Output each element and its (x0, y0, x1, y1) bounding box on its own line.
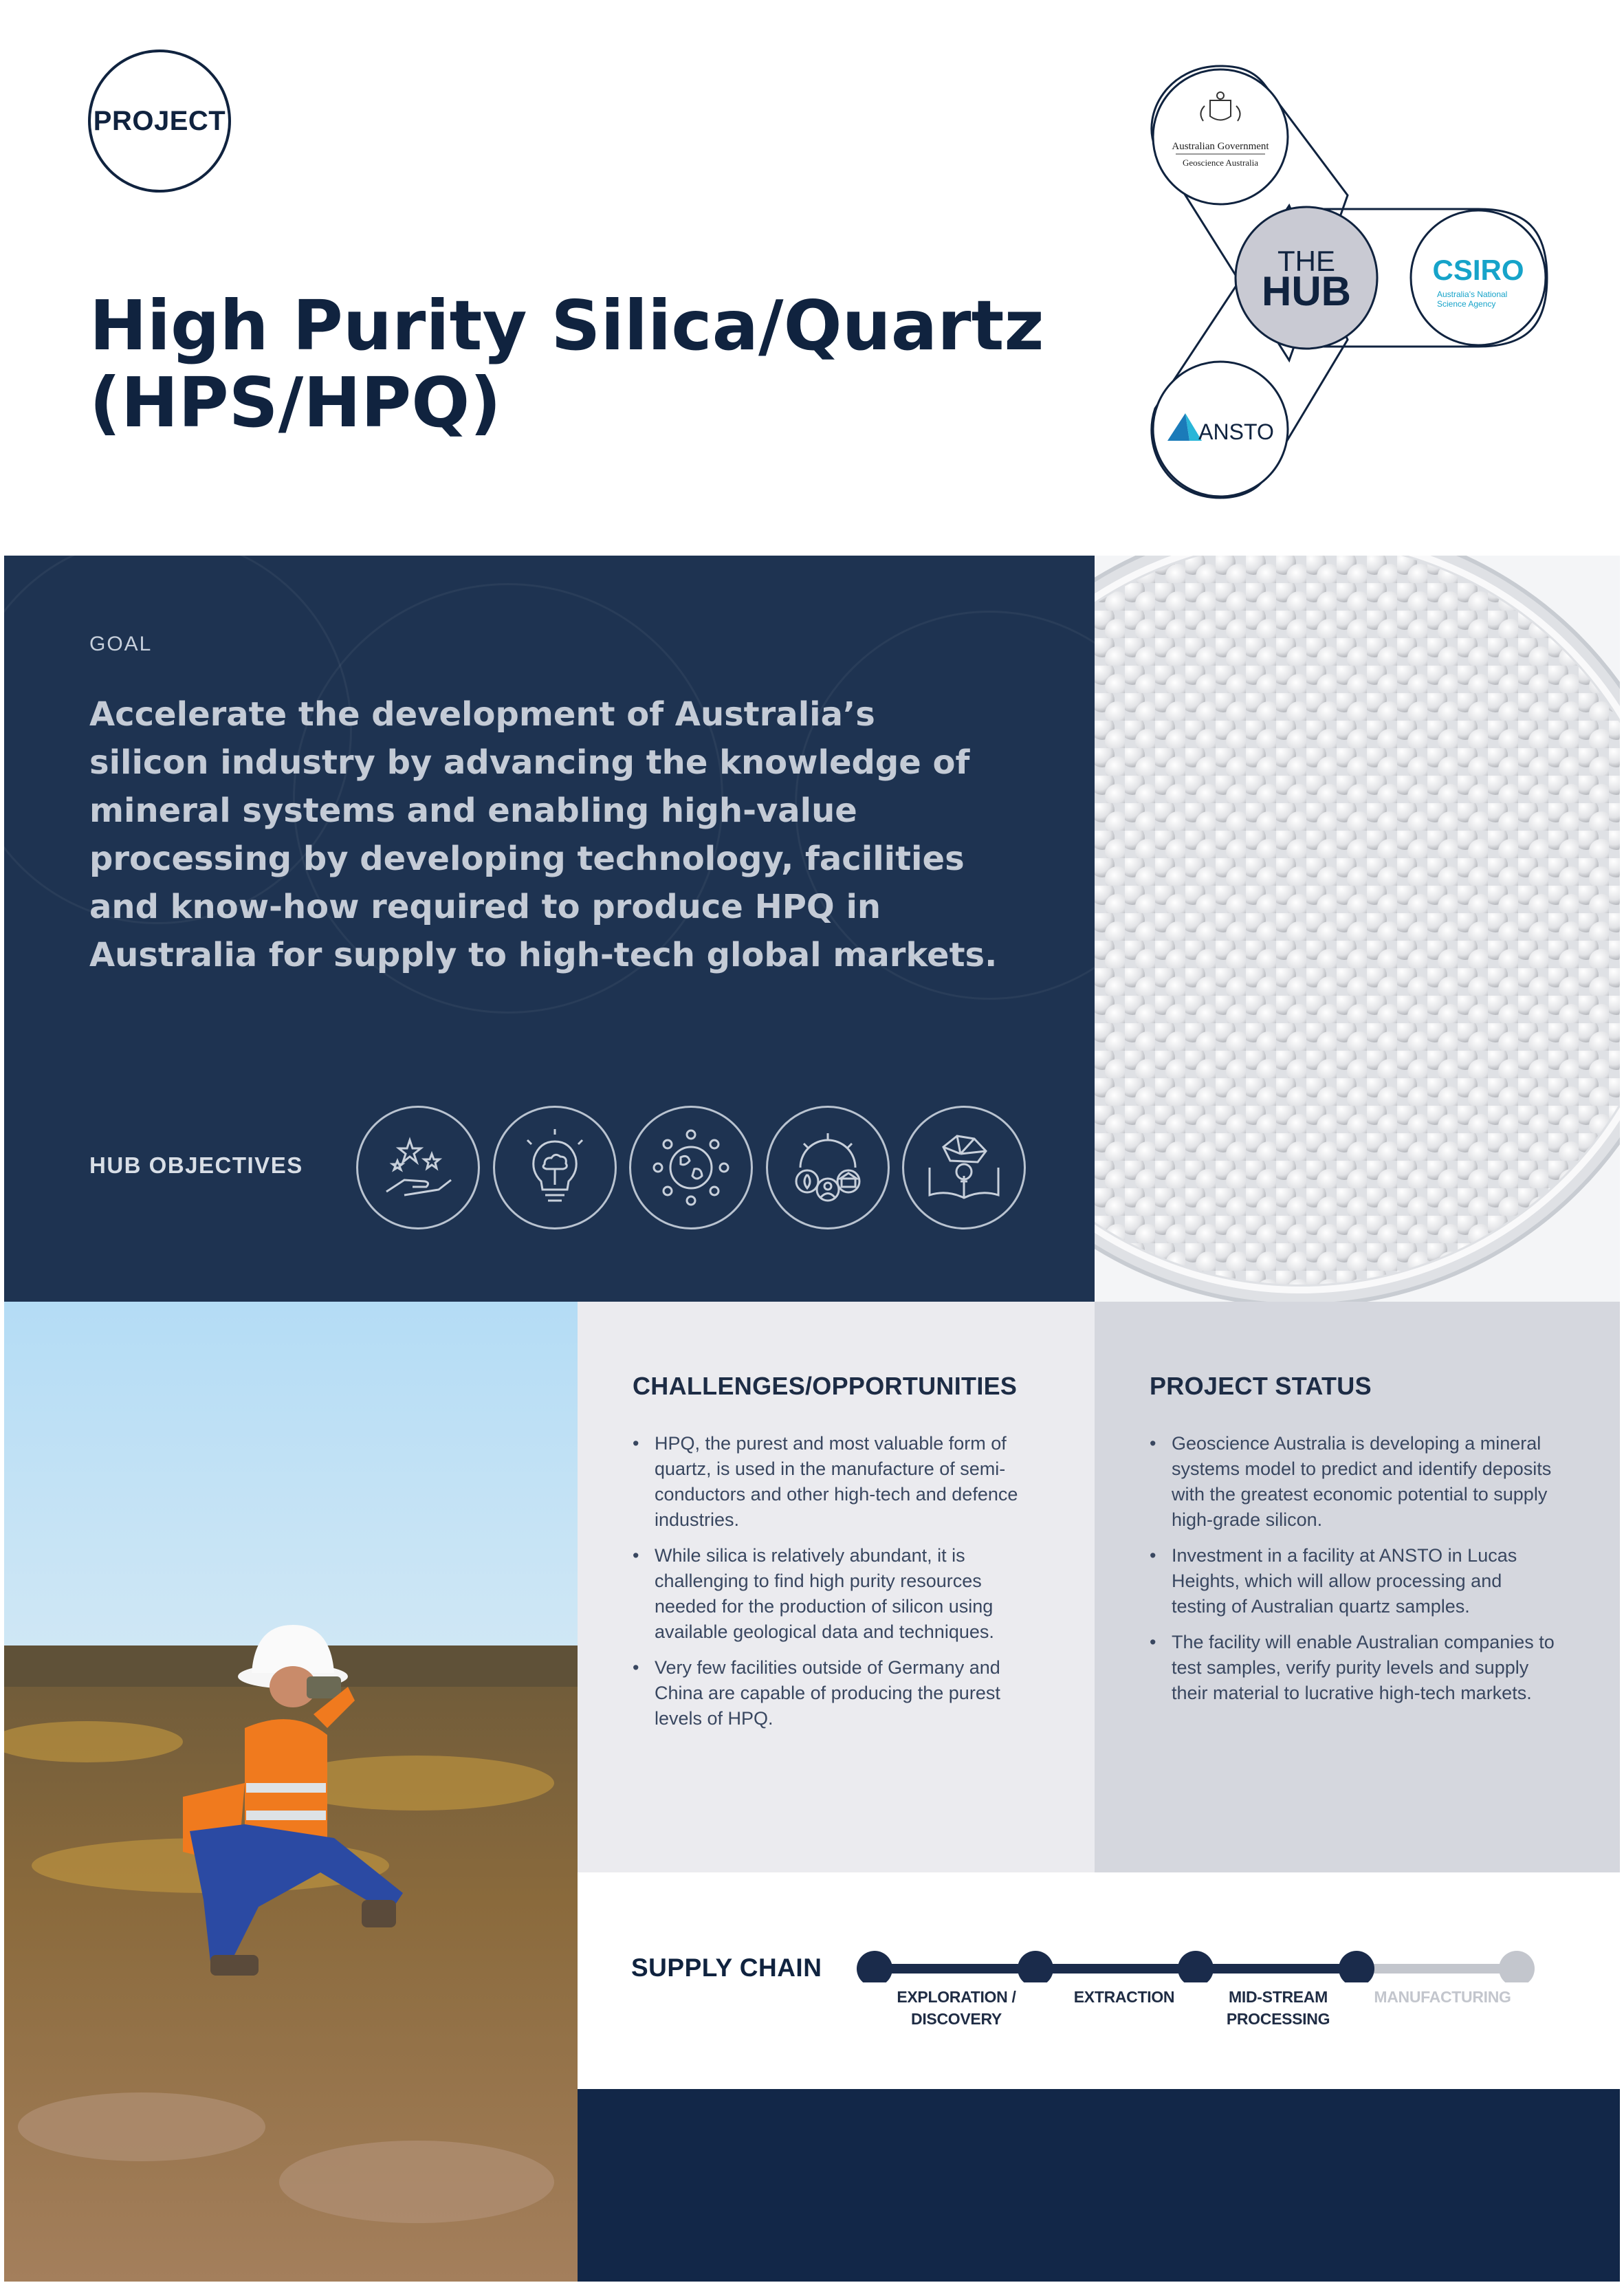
challenges-item: • Very few facilities outside of Germany and China are capable of producing the purest levels of HPQ. (633, 1655, 1045, 1731)
supply-chain-node-exploration (857, 1951, 892, 1982)
partner-logo-cluster (1141, 58, 1554, 505)
supply-stage-extraction (1049, 1986, 1200, 2008)
goal-text: Accelerate the development of Australia’s silicon industry by advancing the knowledge of mineral systems and enabling high-value processing by developing technology, facilities and know-how required to produce HPQ in Australia for supply to high-tech global markets. (89, 695, 998, 974)
supply-chain-label: SUPPLY CHAIN (631, 1954, 822, 1982)
csiro-logo (1411, 210, 1546, 345)
challenges-list (633, 1431, 1045, 1742)
supply-stage-label: PROCESSING (1226, 2010, 1330, 2028)
lightbulb-cloud-icon (493, 1106, 617, 1229)
csiro-name: CSIRO (1432, 254, 1524, 286)
challenges-item: • HPQ, the purest and most valuable form of quartz, is used in the manufacture of semi-conductors and other high-tech and defence industries. (633, 1431, 1045, 1533)
goal-panel (4, 556, 1095, 1302)
hub-logo-line1: THE (1277, 245, 1335, 277)
project-status-list (1150, 1431, 1555, 1716)
book-lightbulb-icon (902, 1106, 1026, 1229)
project-status-heading: PROJECT STATUS (1150, 1372, 1372, 1400)
supply-chain-node-manufacturing (1499, 1951, 1535, 1982)
page-title-line1: High Purity Silica/Quartz (89, 285, 1044, 366)
geoscience-gov-text: Australian Government (1172, 141, 1269, 152)
supply-chain-node-extraction (1018, 1951, 1053, 1982)
supply-chain-track (578, 1872, 1620, 1982)
silica-pearls-photo (1095, 556, 1620, 1302)
challenges-panel (578, 1302, 1095, 1872)
ansto-logo (1153, 362, 1288, 496)
supply-stage-label: EXTRACTION (1073, 1988, 1175, 2006)
csiro-tagline-line2: Science Agency (1437, 299, 1496, 309)
challenges-heading: CHALLENGES/OPPORTUNITIES (633, 1372, 1018, 1400)
project-badge (88, 50, 231, 193)
challenges-item: • While silica is relatively abundant, it is challenging to find high purity resources needed for the production of silicon using available geological data and techniques. (633, 1543, 1045, 1645)
gear-people-icon (766, 1106, 890, 1229)
supply-stage-label: MID-STREAM (1229, 1988, 1328, 2006)
supply-stage-manufacturing (1367, 1986, 1518, 2008)
csiro-tagline-line1: Australia's National (1437, 289, 1508, 299)
stars-hand-icon (356, 1106, 480, 1229)
project-status-item: • Investment in a facility at ANSTO in Lucas Heights, which will allow processing and testing of Australian quartz samples. (1150, 1543, 1555, 1619)
supply-stage-label: DISCOVERY (911, 2010, 1002, 2028)
project-status-item: • The facility will enable Australian companies to test samples, verify purity levels and supply their material to lucrative high-tech markets. (1150, 1630, 1555, 1706)
globe-network-icon (629, 1106, 753, 1229)
project-badge-label: PROJECT (93, 105, 226, 136)
the-hub-logo (1236, 207, 1377, 349)
project-status-panel (1095, 1302, 1620, 1872)
supply-chain-node-midstream-end (1339, 1951, 1374, 1982)
supply-stage-label: MANUFACTURING (1374, 1988, 1511, 2006)
supply-stage-label: EXPLORATION / (897, 1988, 1016, 2006)
page-title-line2: (HPS/HPQ) (89, 362, 501, 443)
field-geologist-photo (4, 1302, 578, 2282)
footer-band (578, 2089, 1620, 2282)
hub-objectives-label: HUB OBJECTIVES (89, 1152, 303, 1178)
page-title (89, 287, 1079, 441)
geoscience-australia-logo (1153, 69, 1288, 204)
supply-stage-midstream (1203, 1986, 1354, 2030)
geoscience-agency-text: Geoscience Australia (1182, 157, 1259, 168)
goal-label: GOAL (89, 633, 153, 655)
supply-stage-exploration (881, 1986, 1032, 2030)
hub-logo-line2: HUB (1262, 268, 1351, 314)
project-status-item: • Geoscience Australia is developing a mineral systems model to predict and identify deposits with the greatest economic potential to supply high-grade silicon. (1150, 1431, 1555, 1533)
supply-chain-node-midstream (1178, 1951, 1214, 1982)
supply-chain-section (578, 1872, 1620, 2089)
ansto-name: ANSTO (1198, 419, 1274, 444)
